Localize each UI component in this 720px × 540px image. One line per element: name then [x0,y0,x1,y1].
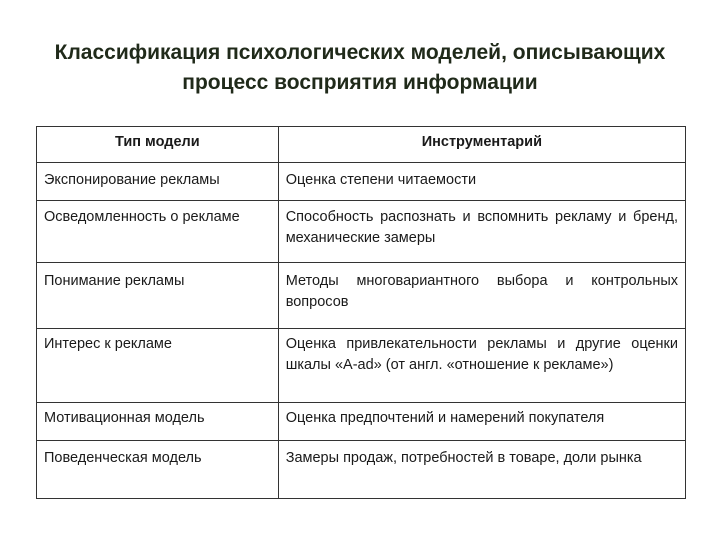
model-type-cell: Понимание рекламы [37,263,279,329]
tools-cell: Оценка привлекательности рекламы и другие оценки шкалы «A-ad» (от англ. «отношение к рекламе») [278,329,685,403]
model-type-cell: Интерес к рекламе [37,329,279,403]
title-line-1: Классификация психологических моделей, описывающих [54,41,666,64]
model-type-cell: Мотивационная модель [37,403,279,441]
table-row [37,201,686,263]
table-row [37,441,686,499]
header-tools: Инструментарий [278,127,685,163]
table-row [37,163,686,201]
table-row [37,403,686,441]
model-type-cell: Осведомленность о рекламе [37,201,279,263]
tools-cell: Способность распознать и вспомнить рекламу и бренд, механические замеры [278,201,685,263]
model-type-cell: Поведенческая модель [37,441,279,499]
table-header-row [37,127,686,163]
models-table [36,126,686,499]
table-row [37,263,686,329]
tools-cell: Замеры продаж, потребностей в товаре, доли рынка [278,441,685,499]
tools-cell: Оценка предпочтений и намерений покупателя [278,403,685,441]
tools-cell: Методы многовариантного выбора и контрольных вопросов [278,263,685,329]
table-row [37,329,686,403]
page-title [0,38,720,98]
tools-cell: Оценка степени читаемости [278,163,685,201]
header-model-type: Тип модели [37,127,279,163]
model-type-cell: Экспонирование рекламы [37,163,279,201]
title-line-2: процесс восприятия информации [182,71,538,94]
